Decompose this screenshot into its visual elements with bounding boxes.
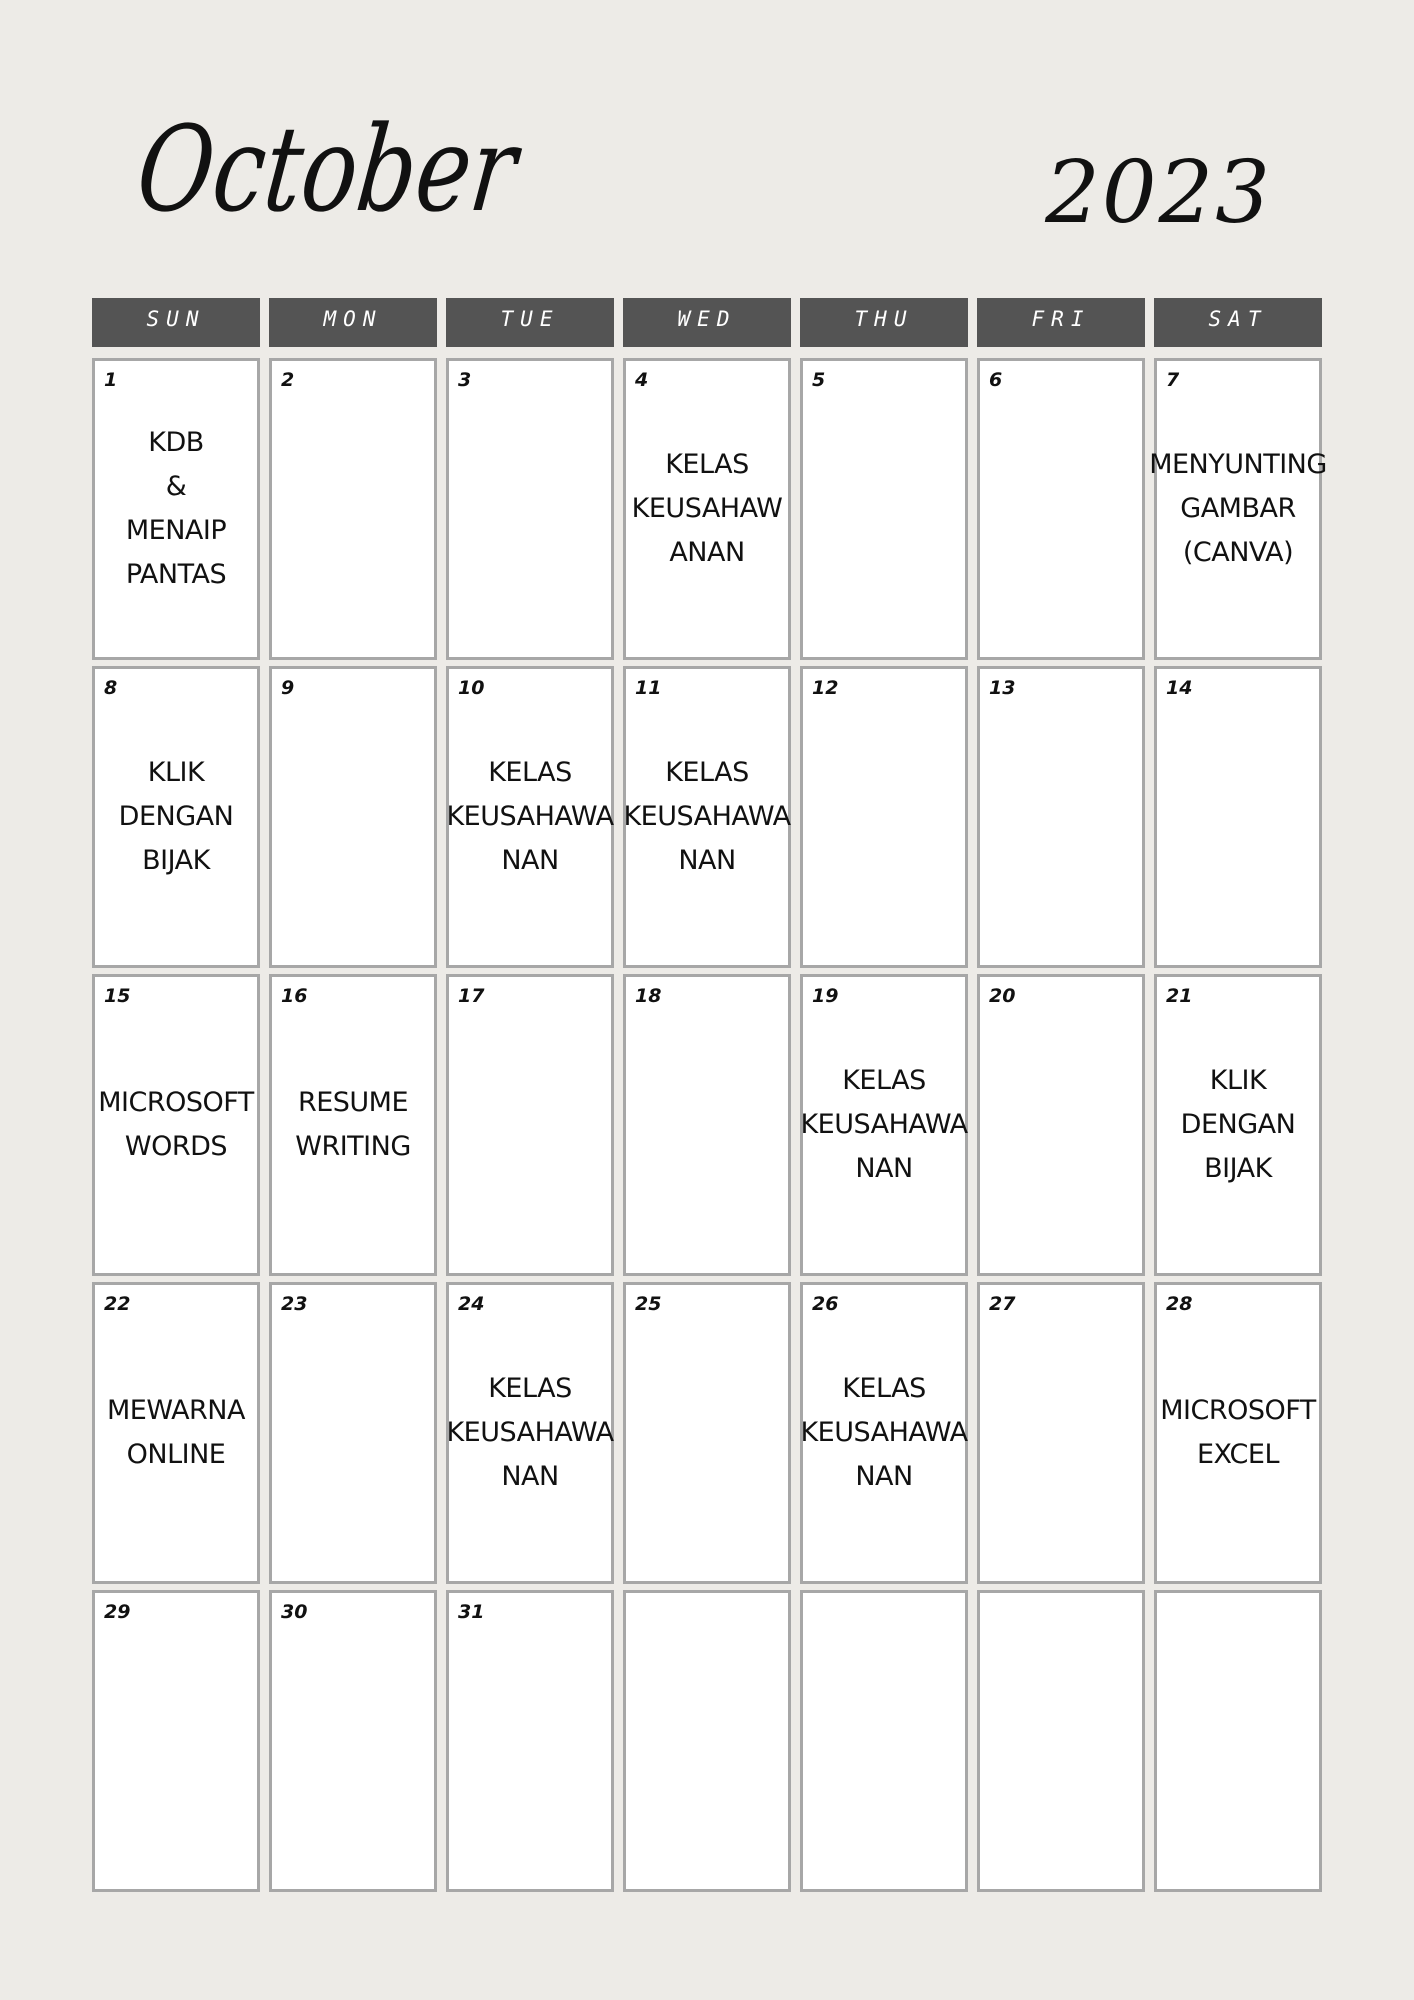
day-cell-13 <box>977 666 1145 968</box>
day-cell-27 <box>977 1282 1145 1584</box>
day-number: 6 <box>989 369 1003 391</box>
day-cell-3 <box>446 358 614 660</box>
day-cell-10 <box>446 666 614 968</box>
event-text <box>272 1593 434 1889</box>
day-number: 12 <box>812 677 839 699</box>
day-number: 27 <box>989 1293 1016 1315</box>
year-title: 2023 <box>1045 143 1272 243</box>
day-number: 11 <box>635 677 662 699</box>
empty-day-cell <box>623 1590 791 1892</box>
day-number: 10 <box>458 677 485 699</box>
day-cell-20 <box>977 974 1145 1276</box>
event-text: MEWARNA ONLINE <box>107 1395 245 1470</box>
event-text: KELAS KEUSAHAW ANAN <box>631 449 783 568</box>
event-text <box>272 1285 434 1581</box>
day-cell-28 <box>1154 1282 1322 1584</box>
day-number: 16 <box>281 985 308 1007</box>
event-text <box>272 361 434 657</box>
weekday-wed: WED <box>623 298 791 347</box>
event-text: KLIK DENGAN BIJAK <box>118 757 234 876</box>
event-text: KDB & MENAIP PANTAS <box>125 427 227 590</box>
day-cell-5 <box>800 358 968 660</box>
day-cell-4 <box>623 358 791 660</box>
day-number: 28 <box>1166 1293 1193 1315</box>
day-number: 30 <box>281 1601 308 1623</box>
day-cell-31 <box>446 1590 614 1892</box>
event-text <box>803 1593 965 1889</box>
empty-day-cell <box>977 1590 1145 1892</box>
day-cell-25 <box>623 1282 791 1584</box>
day-number: 1 <box>104 369 118 391</box>
day-number: 24 <box>458 1293 485 1315</box>
day-cell-12 <box>800 666 968 968</box>
day-number: 29 <box>104 1601 131 1623</box>
event-text: KELAS KEUSAHAWA NAN <box>623 757 791 876</box>
day-cell-6 <box>977 358 1145 660</box>
day-cell-1 <box>92 358 260 660</box>
event-text <box>1157 669 1319 965</box>
event-text <box>803 361 965 657</box>
event-text: KELAS KEUSAHAWA NAN <box>800 1065 968 1184</box>
day-number: 13 <box>989 677 1016 699</box>
day-number: 20 <box>989 985 1016 1007</box>
day-cell-23 <box>269 1282 437 1584</box>
day-number: 9 <box>281 677 295 699</box>
event-text: KLIK DENGAN BIJAK <box>1180 1065 1296 1184</box>
event-text <box>626 1285 788 1581</box>
event-text <box>980 361 1142 657</box>
event-text <box>1157 1593 1319 1889</box>
day-number: 3 <box>458 369 472 391</box>
empty-day-cell <box>1154 1590 1322 1892</box>
month-title: October <box>130 100 523 238</box>
day-cell-2 <box>269 358 437 660</box>
day-cell-21 <box>1154 974 1322 1276</box>
day-cell-22 <box>92 1282 260 1584</box>
weekday-thu: THU <box>800 298 968 347</box>
event-text <box>449 977 611 1273</box>
day-number: 21 <box>1166 985 1193 1007</box>
day-cell-7 <box>1149 358 1327 660</box>
day-cell-8 <box>92 666 260 968</box>
weekday-tue: TUE <box>446 298 614 347</box>
day-cell-19 <box>800 974 968 1276</box>
event-text: KELAS KEUSAHAWA NAN <box>446 1373 614 1492</box>
weekday-mon: MON <box>269 298 437 347</box>
event-text <box>980 977 1142 1273</box>
event-text <box>626 977 788 1273</box>
event-text: KELAS KEUSAHAWA NAN <box>800 1373 968 1492</box>
event-text: RESUME WRITING <box>295 1087 411 1162</box>
day-number: 4 <box>635 369 649 391</box>
day-cell-18 <box>623 974 791 1276</box>
event-text <box>980 1285 1142 1581</box>
day-cell-16 <box>269 974 437 1276</box>
event-text: KELAS KEUSAHAWA NAN <box>446 757 614 876</box>
weekday-sat: SAT <box>1154 298 1322 347</box>
day-cell-9 <box>269 666 437 968</box>
day-number: 5 <box>812 369 826 391</box>
day-cell-24 <box>446 1282 614 1584</box>
day-number: 18 <box>635 985 662 1007</box>
day-number: 25 <box>635 1293 662 1315</box>
day-cell-15 <box>92 974 260 1276</box>
event-text <box>449 361 611 657</box>
event-text: MENYUNTING GAMBAR (CANVA) <box>1149 449 1327 568</box>
day-cell-17 <box>446 974 614 1276</box>
empty-day-cell <box>800 1590 968 1892</box>
day-number: 22 <box>104 1293 131 1315</box>
day-cell-11 <box>623 666 791 968</box>
day-number: 8 <box>104 677 118 699</box>
event-text <box>626 1593 788 1889</box>
day-number: 19 <box>812 985 839 1007</box>
day-number: 15 <box>104 985 131 1007</box>
day-cell-26 <box>800 1282 968 1584</box>
weekday-sun: SUN <box>92 298 260 347</box>
day-cell-29 <box>92 1590 260 1892</box>
day-cell-14 <box>1154 666 1322 968</box>
day-cell-30 <box>269 1590 437 1892</box>
event-text: MICROSOFT WORDS <box>98 1087 254 1162</box>
day-number: 31 <box>458 1601 485 1623</box>
day-number: 7 <box>1166 369 1180 391</box>
event-text <box>803 669 965 965</box>
event-text <box>272 669 434 965</box>
day-number: 23 <box>281 1293 308 1315</box>
weekday-fri: FRI <box>977 298 1145 347</box>
day-number: 2 <box>281 369 295 391</box>
event-text <box>980 1593 1142 1889</box>
day-number: 14 <box>1166 677 1193 699</box>
day-number: 26 <box>812 1293 839 1315</box>
day-number: 17 <box>458 985 485 1007</box>
event-text: MICROSOFT EXCEL <box>1160 1395 1316 1470</box>
event-text <box>980 669 1142 965</box>
event-text <box>95 1593 257 1889</box>
event-text <box>449 1593 611 1889</box>
